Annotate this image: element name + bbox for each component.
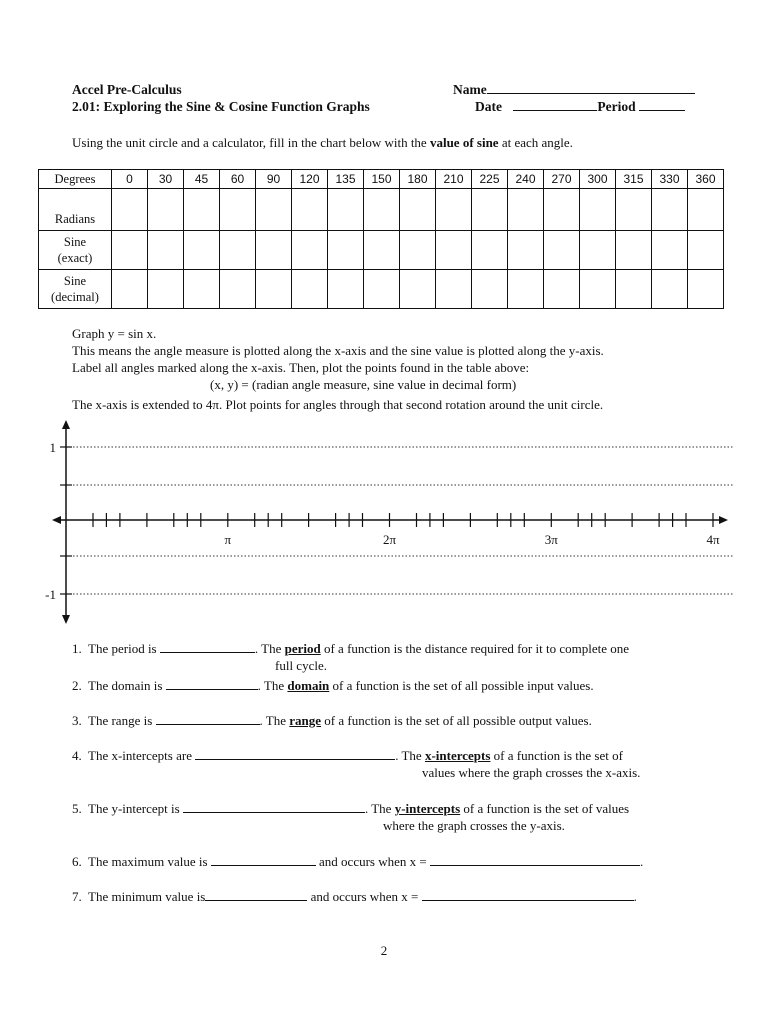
q3-number: 3. bbox=[72, 713, 82, 728]
y-axis-arrow-down bbox=[62, 615, 70, 624]
degree-cell: 210 bbox=[436, 170, 472, 189]
question-1 bbox=[72, 641, 629, 657]
sine-decimal-answer-cell[interactable] bbox=[256, 270, 292, 309]
radians-answer-cell[interactable] bbox=[256, 189, 292, 231]
sine-exact-answer-cell[interactable] bbox=[544, 231, 580, 270]
sine-exact-answer-cell[interactable] bbox=[652, 231, 688, 270]
degree-cell: 0 bbox=[112, 170, 148, 189]
sine-value-table bbox=[38, 169, 724, 309]
radians-answer-cell[interactable] bbox=[220, 189, 256, 231]
sine-exact-answer-cell[interactable] bbox=[256, 231, 292, 270]
degree-cell: 240 bbox=[508, 170, 544, 189]
q7-connector: and occurs when x = bbox=[307, 889, 422, 904]
instructions-text: Using the unit circle and a calculator, fill in the chart below with the bbox=[72, 135, 430, 150]
sine-exact-answer-cell[interactable] bbox=[472, 231, 508, 270]
q7-prompt: The minimum value is bbox=[88, 889, 206, 904]
sine-graph-axes[interactable] bbox=[0, 412, 768, 632]
degree-cell: 300 bbox=[580, 170, 616, 189]
q2-prompt: The domain is bbox=[88, 678, 163, 693]
x-label: 3π bbox=[544, 532, 558, 547]
q3-prompt: The range is bbox=[88, 713, 153, 728]
sine-exact-answer-cell[interactable] bbox=[220, 231, 256, 270]
radians-answer-cell[interactable] bbox=[436, 189, 472, 231]
q5-prompt: The y-intercept is bbox=[88, 801, 180, 816]
name-field[interactable] bbox=[453, 82, 695, 98]
y-label-neg1: -1 bbox=[45, 587, 56, 602]
course-title: Accel Pre-Calculus bbox=[72, 82, 182, 97]
radians-header: Radians bbox=[39, 189, 112, 231]
sine-decimal-answer-cell[interactable] bbox=[292, 270, 328, 309]
q4-term: x-intercepts bbox=[424, 748, 491, 763]
q1-prompt: The period is bbox=[88, 641, 157, 656]
q3-definition: of a function is the set of all possible output values. bbox=[321, 713, 592, 728]
graph-instruction-2: This means the angle measure is plotted along the x-axis and the sine value is plotted along the y-axis. bbox=[72, 343, 604, 358]
q7-number: 7. bbox=[72, 889, 82, 904]
x-label: 2π bbox=[382, 532, 397, 547]
question-7 bbox=[72, 889, 637, 905]
q7-end: . bbox=[633, 889, 637, 904]
name-blank[interactable] bbox=[487, 82, 695, 94]
degree-cell: 90 bbox=[256, 170, 292, 189]
maximum-x-blank[interactable] bbox=[430, 854, 640, 866]
q5-definition-cont: where the graph crosses the y-axis. bbox=[383, 818, 565, 833]
sine-decimal-answer-cell[interactable] bbox=[652, 270, 688, 309]
page-number: 2 bbox=[380, 943, 388, 958]
radians-answer-cell[interactable] bbox=[400, 189, 436, 231]
sine-exact-label: Sine bbox=[63, 235, 87, 249]
sine-exact-answer-cell[interactable] bbox=[580, 231, 616, 270]
degree-cell: 45 bbox=[184, 170, 220, 189]
radians-answer-cell[interactable] bbox=[148, 189, 184, 231]
degree-cell: 315 bbox=[616, 170, 652, 189]
minimum-x-blank[interactable] bbox=[422, 889, 634, 901]
date-label: Date bbox=[475, 99, 502, 114]
q6-prompt: The maximum value is bbox=[88, 854, 208, 869]
q3-term: range bbox=[289, 713, 322, 728]
sine-decimal-answer-cell[interactable] bbox=[112, 270, 148, 309]
period-blank[interactable] bbox=[639, 99, 685, 111]
sine-decimal-answer-cell[interactable] bbox=[544, 270, 580, 309]
radians-answer-cell[interactable] bbox=[328, 189, 364, 231]
graph-instruction-1: Graph y = sin x. bbox=[72, 326, 157, 341]
q1-connector: . The bbox=[254, 641, 285, 656]
instructions-bold: value of sine bbox=[429, 135, 499, 150]
radians-answer-cell[interactable] bbox=[616, 189, 652, 231]
sine-decimal-row bbox=[39, 270, 724, 309]
q5-term: y-intercepts bbox=[394, 801, 461, 816]
x-axis-arrow-right bbox=[719, 516, 728, 524]
q3-connector: . The bbox=[259, 713, 290, 728]
q5-definition: of a function is the set of values bbox=[460, 801, 630, 816]
radians-answer-cell[interactable] bbox=[580, 189, 616, 231]
q4-prompt: The x-intercepts are bbox=[88, 748, 192, 763]
degree-cell: 150 bbox=[364, 170, 400, 189]
period-label: Period bbox=[597, 99, 636, 114]
x-intercepts-answer-blank[interactable] bbox=[195, 748, 395, 760]
question-4 bbox=[72, 748, 623, 764]
x-label: 4π bbox=[706, 532, 720, 547]
x-label: π bbox=[224, 532, 232, 547]
q2-definition: of a function is the set of all possible input values. bbox=[329, 678, 594, 693]
degrees-header: Degrees bbox=[39, 170, 112, 189]
degree-cell: 30 bbox=[148, 170, 184, 189]
q2-connector: . The bbox=[257, 678, 288, 693]
sine-decimal-answer-cell[interactable] bbox=[400, 270, 436, 309]
sine-exact-answer-cell[interactable] bbox=[400, 231, 436, 270]
q6-number: 6. bbox=[72, 854, 82, 869]
period-answer-blank[interactable] bbox=[160, 641, 255, 653]
q6-end: . bbox=[639, 854, 644, 869]
question-5 bbox=[72, 801, 629, 817]
sine-exact-answer-cell[interactable] bbox=[184, 231, 220, 270]
sine-decimal-answer-cell[interactable] bbox=[364, 270, 400, 309]
y-label-1: 1 bbox=[49, 440, 56, 455]
sine-decimal-answer-cell[interactable] bbox=[184, 270, 220, 309]
chart-instructions bbox=[72, 135, 573, 151]
radians-row bbox=[39, 189, 724, 231]
degrees-row bbox=[39, 170, 724, 189]
date-blank[interactable] bbox=[513, 99, 597, 111]
graph-instruction-5: The x-axis is extended to 4π. Plot points for angles through that second rotation around the unit circle. bbox=[72, 397, 604, 412]
q1-definition-cont: full cycle. bbox=[275, 658, 327, 673]
sine-exact-sublabel: (exact) bbox=[57, 251, 93, 265]
y-axis-arrow-up bbox=[62, 420, 70, 429]
q2-number: 2. bbox=[72, 678, 82, 693]
sine-exact-answer-cell[interactable] bbox=[508, 231, 544, 270]
q4-number: 4. bbox=[72, 748, 82, 763]
question-2 bbox=[72, 678, 594, 694]
sine-decimal-answer-cell[interactable] bbox=[148, 270, 184, 309]
sine-decimal-answer-cell[interactable] bbox=[472, 270, 508, 309]
minimum-value-blank[interactable] bbox=[205, 889, 307, 901]
sine-decimal-answer-cell[interactable] bbox=[580, 270, 616, 309]
q5-connector: . The bbox=[364, 801, 395, 816]
sine-decimal-label: Sine bbox=[63, 274, 87, 288]
sine-exact-answer-cell[interactable] bbox=[112, 231, 148, 270]
q4-connector: . The bbox=[395, 748, 425, 763]
degree-cell: 180 bbox=[400, 170, 436, 189]
sine-decimal-answer-cell[interactable] bbox=[508, 270, 544, 309]
sine-decimal-answer-cell[interactable] bbox=[436, 270, 472, 309]
radians-answer-cell[interactable] bbox=[184, 189, 220, 231]
domain-answer-blank[interactable] bbox=[166, 678, 258, 690]
degree-cell: 120 bbox=[292, 170, 328, 189]
sine-decimal-sublabel: (decimal) bbox=[51, 290, 99, 304]
q1-number: 1. bbox=[72, 641, 82, 656]
radians-answer-cell[interactable] bbox=[508, 189, 544, 231]
name-label: Name bbox=[453, 82, 487, 97]
degree-cell: 225 bbox=[472, 170, 508, 189]
question-3 bbox=[72, 713, 592, 729]
degree-cell: 360 bbox=[688, 170, 724, 189]
sine-exact-answer-cell[interactable] bbox=[436, 231, 472, 270]
sine-decimal-answer-cell[interactable] bbox=[616, 270, 652, 309]
maximum-value-blank[interactable] bbox=[211, 854, 316, 866]
sine-exact-answer-cell[interactable] bbox=[688, 231, 724, 270]
q1-definition: of a function is the distance required for it to complete one bbox=[320, 641, 630, 656]
radians-answer-cell[interactable] bbox=[544, 189, 580, 231]
graph-static bbox=[49, 420, 733, 624]
graph-instruction-4: (x, y) = (radian angle measure, sine value in decimal form) bbox=[210, 377, 517, 392]
sine-exact-header bbox=[39, 231, 112, 270]
degree-cell: 60 bbox=[220, 170, 256, 189]
radians-answer-cell[interactable] bbox=[112, 189, 148, 231]
q5-number: 5. bbox=[72, 801, 82, 816]
y-intercept-answer-blank[interactable] bbox=[183, 801, 365, 813]
x-axis-arrow-left bbox=[52, 516, 61, 524]
q4-definition: of a function is the set of bbox=[490, 748, 623, 763]
sine-exact-answer-cell[interactable] bbox=[292, 231, 328, 270]
radians-answer-cell[interactable] bbox=[472, 189, 508, 231]
q4-definition-cont: values where the graph crosses the x-axis. bbox=[422, 765, 641, 780]
lesson-title: 2.01: Exploring the Sine & Cosine Function Graphs bbox=[72, 99, 370, 114]
degree-cell: 135 bbox=[328, 170, 364, 189]
q1-term: period bbox=[284, 641, 321, 656]
degree-cell: 270 bbox=[544, 170, 580, 189]
radians-answer-cell[interactable] bbox=[652, 189, 688, 231]
instructions-text-end: at each angle. bbox=[498, 135, 573, 150]
radians-answer-cell[interactable] bbox=[364, 189, 400, 231]
sine-decimal-answer-cell[interactable] bbox=[220, 270, 256, 309]
q2-term: domain bbox=[287, 678, 330, 693]
sine-decimal-header bbox=[39, 270, 112, 309]
q6-connector: and occurs when x = bbox=[315, 854, 430, 869]
radians-answer-cell[interactable] bbox=[292, 189, 328, 231]
sine-exact-answer-cell[interactable] bbox=[148, 231, 184, 270]
date-period-field[interactable] bbox=[475, 99, 685, 115]
sine-decimal-answer-cell[interactable] bbox=[688, 270, 724, 309]
sine-exact-row bbox=[39, 231, 724, 270]
sine-exact-answer-cell[interactable] bbox=[364, 231, 400, 270]
degree-cell: 330 bbox=[652, 170, 688, 189]
sine-exact-answer-cell[interactable] bbox=[328, 231, 364, 270]
x-axis-labels bbox=[225, 532, 720, 547]
question-6 bbox=[72, 854, 643, 870]
sine-decimal-answer-cell[interactable] bbox=[328, 270, 364, 309]
graph-instruction-3: Label all angles marked along the x-axis. Then, plot the points found in the table above: bbox=[72, 360, 530, 375]
range-answer-blank[interactable] bbox=[156, 713, 260, 725]
sine-exact-answer-cell[interactable] bbox=[616, 231, 652, 270]
radians-answer-cell[interactable] bbox=[688, 189, 724, 231]
